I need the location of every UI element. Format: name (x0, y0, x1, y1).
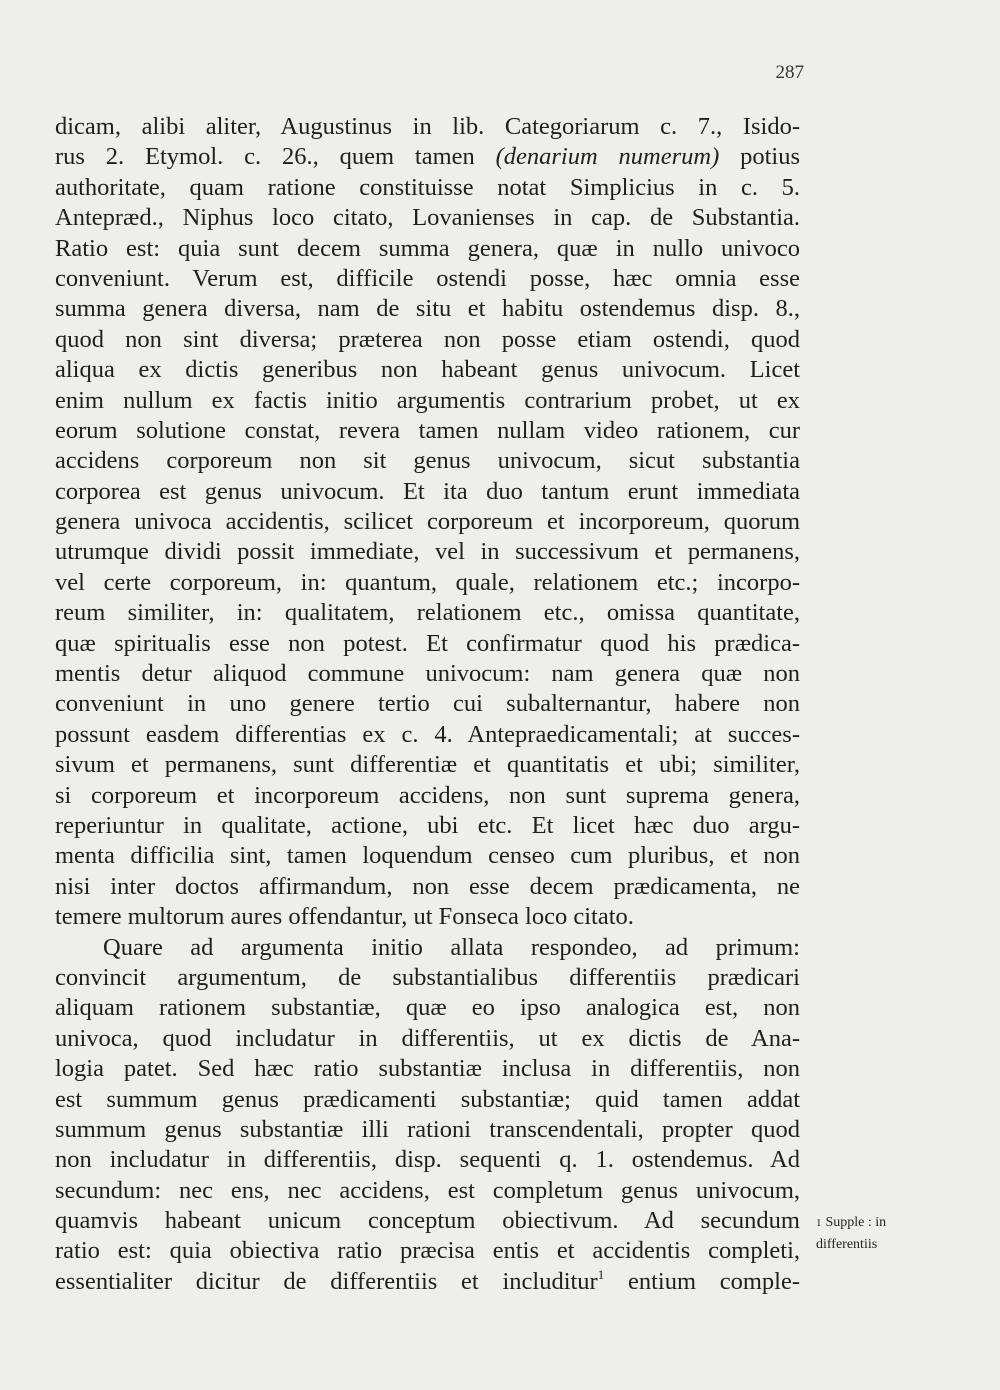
text-line: sivum et permanens, sunt differentiæ et quantitatis et ubi; similiter, (55, 751, 800, 779)
text-line: Antepræd., Niphus loco citato, Lovanienses in cap. de Substantia. (55, 204, 800, 232)
text-line: aliqua ex dictis generibus non habeant genus univocum. Licet (55, 356, 800, 384)
text-line: vel certe corporeum, in: quantum, quale, relationem etc.; incorpo- (55, 568, 800, 596)
text-line: quæ spiritualis esse non potest. Et confirmatur quod his prædica- (55, 629, 800, 657)
text-line: si corporeum et incorporeum accidens, non sunt suprema genera, (55, 781, 800, 809)
text-line (55, 1267, 800, 1297)
footnote-reference: 1 (597, 1266, 605, 1282)
text-line: enim nullum ex factis initio argumentis contrarium probet, ut ex (55, 386, 800, 414)
text-segment (604, 1268, 628, 1295)
text-line: univoca, quod includatur in differentiis, ut ex dictis de Ana- (55, 1024, 800, 1052)
text-line: summum genus substantiæ illi rationi transcendentali, propter quod (55, 1115, 800, 1143)
text-line: aliquam rationem substantiæ, quæ eo ipso analogica est, non (55, 994, 800, 1022)
text-line: utrumque dividi possit immediate, vel in successivum et permanens, (55, 538, 800, 566)
text-line: Ratio est: quia sunt decem summa genera, quæ in nullo univoco (55, 234, 800, 262)
text-line: quod non sint diversa; præterea non posse etiam ostendi, quod (55, 325, 800, 353)
footnote-line: differentiis (816, 1237, 878, 1252)
text-line: dicam, alibi aliter, Augustinus in lib. Categoriarum c. 7., Isido- (55, 113, 800, 140)
text-line: accidens corporeum non sit genus univocum, sicut substantia (55, 447, 800, 475)
text-line: quamvis habeant unicum conceptum obiectivum. Ad secundum (55, 1207, 800, 1235)
text-line: non includatur in differentiis, disp. sequenti q. 1. ostendemus. Ad (55, 1146, 800, 1174)
text-line: reum similiter, in: qualitatem, relationem etc., omissa quantitate, (55, 599, 800, 627)
page-number: 287 (775, 62, 804, 83)
text-line: authoritate, quam ratione constituisse notat Simplicius in c. 5. (55, 173, 800, 201)
text-line: convincit argumentum, de substantialibus differentiis prædicari (55, 963, 800, 991)
text-line: logia patet. Sed hæc ratio substantiæ inclusa in differentiis, non (55, 1055, 800, 1083)
text-line: conveniunt. Verum est, difficile ostendi posse, hæc omnia esse (55, 264, 800, 292)
text-segment: potius (719, 143, 800, 171)
footnote-marker: 1 (816, 1217, 822, 1229)
footnote-line (816, 1212, 936, 1234)
text-line: temere multorum aures offendantur, ut Fonseca loco citato. (55, 903, 634, 931)
paragraph-start-line: Quare ad argumenta initio allata respondeo, ad primum: (103, 933, 800, 961)
text-line: eorum solutione constat, revera tamen nullam video rationem, cur (55, 416, 800, 444)
text-segment: essentialiter dicitur de differentiis et includitur (55, 1267, 598, 1295)
text-line (55, 142, 800, 172)
text-segment: entium comple- (627, 1267, 800, 1295)
text-line: summa genera diversa, nam de situ et habitu ostendemus disp. 8., (55, 295, 800, 323)
marginal-footnote (816, 1212, 936, 1256)
footnote-text: Supple : in (825, 1215, 887, 1230)
text-line: secundum: nec ens, nec accidens, est completum genus univocum, (55, 1176, 800, 1204)
text-segment: rus 2. Etymol. c. 26., quem tamen (55, 143, 496, 171)
text-line: genera univoca accidentis, scilicet corporeum et incorporeum, quorum (55, 508, 800, 536)
text-line: possunt easdem differentias ex c. 4. Antepraedicamentali; at succes- (55, 720, 800, 748)
text-line: menta difficilia sint, tamen loquendum censeo cum pluribus, et non (55, 842, 800, 870)
body-text (55, 112, 800, 1297)
text-line: mentis detur aliquod commune univocum: nam genera quæ non (55, 660, 800, 688)
text-line: conveniunt in uno genere tertio cui subalternantur, habere non (55, 690, 800, 718)
italic-phrase: (denarium numerum) (495, 143, 720, 171)
text-line: est summum genus prædicamenti substantiæ; quid tamen addat (55, 1085, 800, 1113)
text-line: corporea est genus univocum. Et ita duo tantum erunt immediata (55, 477, 800, 505)
text-line: reperiuntur in qualitate, actione, ubi etc. Et licet hæc duo argu- (55, 811, 800, 839)
text-line: nisi inter doctos affirmandum, non esse decem prædicamenta, ne (55, 872, 800, 900)
text-line: ratio est: quia obiectiva ratio præcisa entis et accidentis completi, (55, 1237, 800, 1265)
